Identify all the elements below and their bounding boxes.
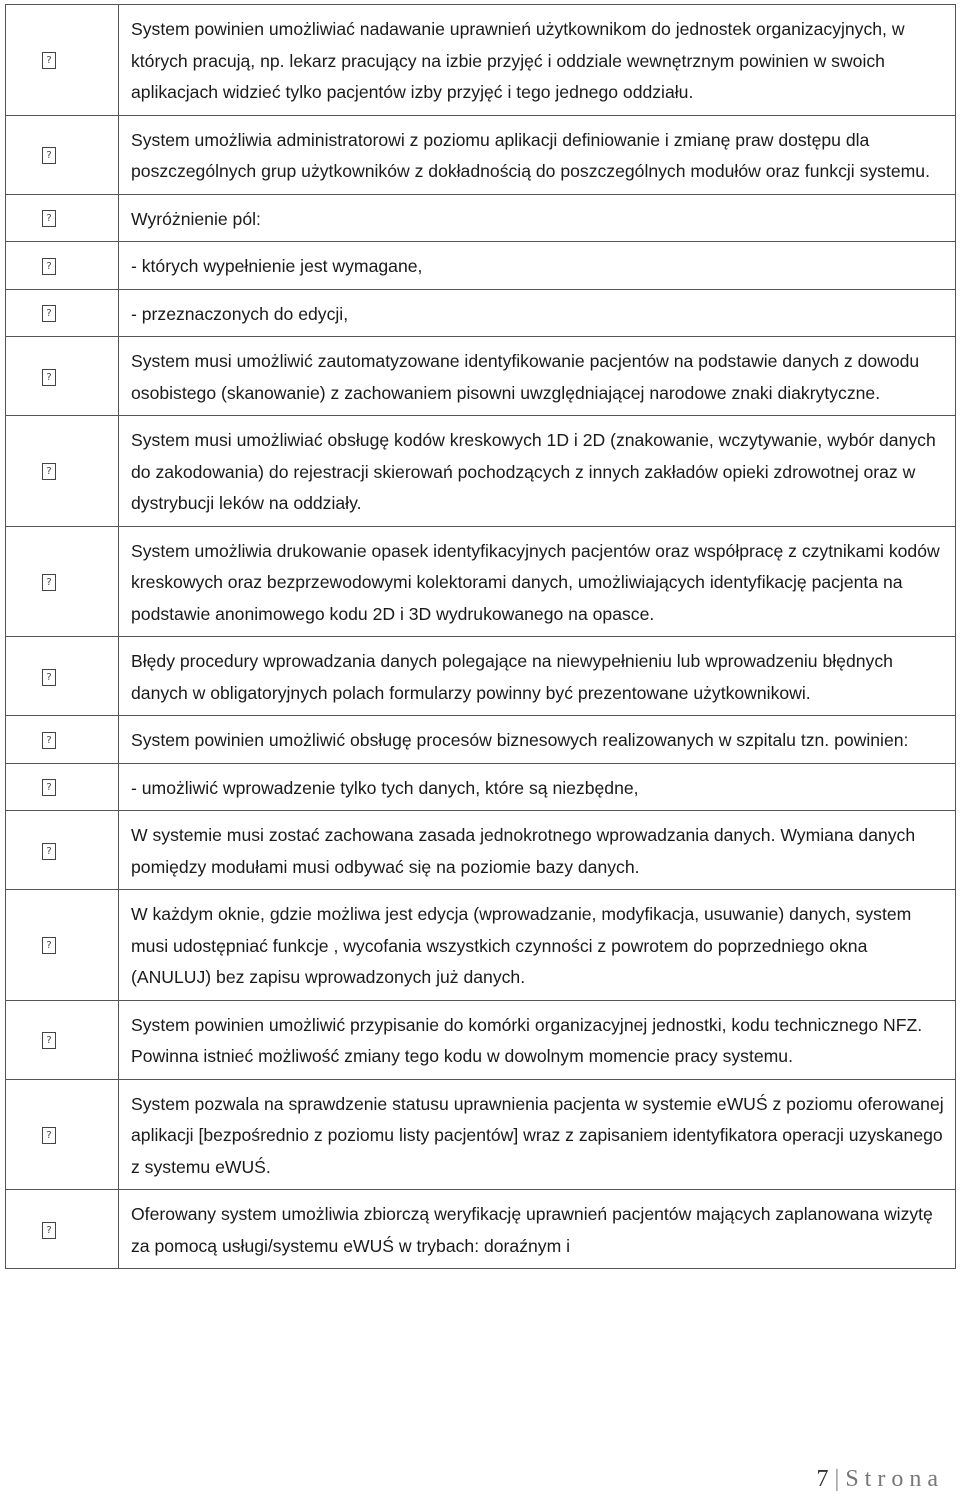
missing-glyph-icon: ? (42, 147, 56, 164)
requirement-row (6, 763, 956, 811)
missing-glyph-icon: ? (42, 210, 56, 227)
row-marker-cell (6, 526, 119, 637)
missing-glyph-icon: ? (42, 937, 56, 954)
page-number: 7 (816, 1466, 829, 1492)
missing-glyph-icon: ? (42, 1222, 56, 1239)
row-marker-cell (6, 637, 119, 716)
requirement-text: System pozwala na sprawdzenie statusu uprawnienia pacjenta w systemie eWUŚ z poziomu oferowanej aplikacji [bezpośrednio z poziomu listy pacjentów] wraz z zapisaniem identyfikatora operacji uzyskanego z systemu eWUŚ. (119, 1079, 956, 1190)
row-marker-cell (6, 763, 119, 811)
footer-page-word: Strona (845, 1466, 944, 1492)
row-marker-cell (6, 1079, 119, 1190)
row-marker-cell (6, 337, 119, 416)
row-marker-cell (6, 890, 119, 1001)
row-marker-cell (6, 194, 119, 242)
footer-separator: | (834, 1466, 840, 1492)
row-marker-cell (6, 416, 119, 527)
missing-glyph-icon: ? (42, 258, 56, 275)
requirement-text: Oferowany system umożliwia zbiorczą weryfikację uprawnień pacjentów mających zaplanowana wizytę za pomocą usługi/systemu eWUŚ w trybach: doraźnym i (119, 1190, 956, 1269)
requirement-row (6, 811, 956, 890)
requirement-row (6, 637, 956, 716)
missing-glyph-icon: ? (42, 732, 56, 749)
requirement-text: W systemie musi zostać zachowana zasada jednokrotnego wprowadzania danych. Wymiana danych pomiędzy modułami musi odbywać się na poziomie bazy danych. (119, 811, 956, 890)
requirement-row (6, 1079, 956, 1190)
requirement-row (6, 242, 956, 290)
requirement-text: System umożliwia administratorowi z poziomu aplikacji definiowanie i zmianę praw dostępu dla poszczególnych grup użytkowników z dokładnością do poszczególnych modułów oraz funkcji systemu. (119, 115, 956, 194)
requirement-text: Wyróżnienie pól: (119, 194, 956, 242)
requirement-row (6, 716, 956, 764)
requirement-row (6, 115, 956, 194)
row-marker-cell (6, 1000, 119, 1079)
missing-glyph-icon: ? (42, 779, 56, 796)
row-marker-cell (6, 115, 119, 194)
requirement-row (6, 289, 956, 337)
missing-glyph-icon: ? (42, 463, 56, 480)
missing-glyph-icon: ? (42, 369, 56, 386)
missing-glyph-icon: ? (42, 1127, 56, 1144)
row-marker-cell (6, 716, 119, 764)
row-marker-cell (6, 289, 119, 337)
row-marker-cell (6, 5, 119, 116)
requirement-row (6, 1190, 956, 1269)
row-marker-cell (6, 1190, 119, 1269)
requirement-row (6, 1000, 956, 1079)
row-marker-cell (6, 811, 119, 890)
missing-glyph-icon: ? (42, 843, 56, 860)
requirement-row (6, 890, 956, 1001)
missing-glyph-icon: ? (42, 574, 56, 591)
requirement-row (6, 5, 956, 116)
requirement-row (6, 526, 956, 637)
requirement-text: System musi umożliwić zautomatyzowane identyfikowanie pacjentów na podstawie danych z dowodu osobistego (skanowanie) z zachowaniem pisowni uwzględniającej narodowe znaki diakrytyczne. (119, 337, 956, 416)
requirement-row (6, 416, 956, 527)
requirement-text: Błędy procedury wprowadzania danych polegające na niewypełnieniu lub wprowadzeniu błędnych danych w obligatoryjnych polach formularzy powinny być prezentowane użytkownikowi. (119, 637, 956, 716)
page-footer (817, 1466, 944, 1493)
missing-glyph-icon: ? (42, 1032, 56, 1049)
requirement-text: - umożliwić wprowadzenie tylko tych danych, które są niezbędne, (119, 763, 956, 811)
missing-glyph-icon: ? (42, 669, 56, 686)
requirement-text: System musi umożliwiać obsługę kodów kreskowych 1D i 2D (znakowanie, wczytywanie, wybór danych do zakodowania) do rejestracji skierowań pochodzących z innych zakładów opieki zdrowotnej oraz w dystrybucji leków na oddziały. (119, 416, 956, 527)
requirements-table (5, 4, 956, 1269)
requirement-row (6, 337, 956, 416)
row-marker-cell (6, 242, 119, 290)
requirement-row (6, 194, 956, 242)
requirements-table-body (6, 5, 956, 1269)
requirement-text: System powinien umożliwiać nadawanie uprawnień użytkownikom do jednostek organizacyjnych, w których pracują, np. lekarz pracujący na izbie przyjęć i oddziale wewnętrznym powinien w swoich aplikacjach widzieć tylko pacjentów izby przyjęć i tego jednego oddziału. (119, 5, 956, 116)
requirement-text: - których wypełnienie jest wymagane, (119, 242, 956, 290)
requirement-text: System umożliwia drukowanie opasek identyfikacyjnych pacjentów oraz współpracę z czytnikami kodów kreskowych oraz bezprzewodowymi kolektorami danych, umożliwiających identyfikację pacjenta na podstawie anonimowego kodu 2D i 3D wydrukowanego na opasce. (119, 526, 956, 637)
missing-glyph-icon: ? (42, 52, 56, 69)
requirement-text: System powinien umożliwić przypisanie do komórki organizacyjnej jednostki, kodu technicznego NFZ. Powinna istnieć możliwość zmiany tego kodu w dowolnym momencie pracy systemu. (119, 1000, 956, 1079)
requirement-text: - przeznaczonych do edycji, (119, 289, 956, 337)
requirement-text: System powinien umożliwić obsługę procesów biznesowych realizowanych w szpitalu tzn. powinien: (119, 716, 956, 764)
missing-glyph-icon: ? (42, 305, 56, 322)
requirement-text: W każdym oknie, gdzie możliwa jest edycja (wprowadzanie, modyfikacja, usuwanie) danych, system musi udostępniać funkcje , wycofania wszystkich czynności z powrotem do poprzedniego okna (ANULUJ) bez zapisu wprowadzonych już danych. (119, 890, 956, 1001)
